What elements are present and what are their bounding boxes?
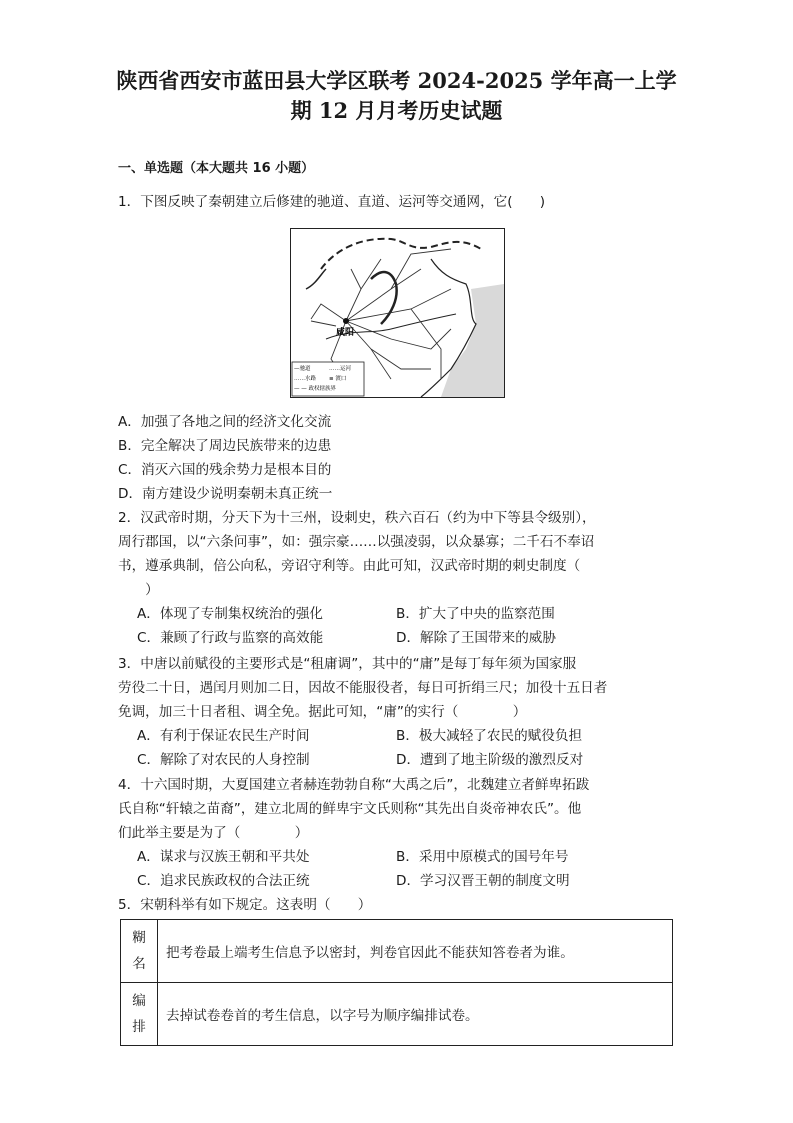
q1-stem: 1．下图反映了秦朝建立后修建的驰道、直道、运河等交通网，它( ) — [118, 194, 546, 210]
row-1-content: 把考卷最上端考生信息予以密封，判卷官因此不能获知答卷者为谁。 — [158, 920, 673, 983]
q2-line-1: 2．汉武帝时期，分天下为十三州，设刺史，秩六百石（约为中下等县令级别）， — [118, 510, 596, 526]
q3-option-b: B．极大减轻了农民的赋役负担 — [396, 728, 583, 744]
legend-item-5: — — 政权辖族界 — [294, 386, 336, 392]
q3-line-2: 劳役二十日，遇闰月则加二日，因故不能服役者，每日可折绢三尺；加役十五日者 — [118, 680, 608, 696]
q1-option-a: A．加强了各地之间的经济文化交流 — [118, 414, 332, 430]
q5-stem: 5．宋朝科举有如下规定。这表明（ ） — [118, 897, 372, 913]
row-1-head: 糊名 — [132, 930, 146, 972]
q4-line-3: 们此举主要是为了（ ） — [118, 825, 309, 841]
q4-option-d: D．学习汉晋王朝的制度文明 — [396, 873, 570, 889]
table-head-cell — [121, 920, 158, 983]
q5-rules-table — [120, 919, 673, 1046]
row-2-content: 去掉试卷卷首的考生信息，以字号为顺序编排试卷。 — [158, 983, 673, 1046]
q4-option-b: B．采用中原模式的国号年号 — [396, 849, 569, 865]
q1-option-b: B．完全解决了周边民族带来的边患 — [118, 438, 332, 454]
q1-option-c: C．消灭六国的残余势力是根本目的 — [118, 462, 332, 478]
title-line-1: 陕西省西安市蓝田县大学区联考 2024-2025 学年高一上学 — [116, 68, 677, 93]
q4-option-c: C．追求民族政权的合法正统 — [137, 873, 310, 889]
legend-item-2: ……运河 — [329, 366, 352, 372]
q3-option-a: A．有利于保证农民生产时间 — [137, 728, 310, 744]
legend-item-1: —驰道 — [294, 366, 311, 372]
table-row — [121, 920, 673, 983]
map-city-label: 咸阳 — [336, 328, 355, 338]
q2-option-a: A．体现了专制集权统治的强化 — [137, 606, 324, 622]
q2-line-3: 书，遵承典制，倍公向私，旁诏守利等。由此可知，汉武帝时期的刺史制度（ — [118, 558, 581, 574]
q4-option-a: A．谋求与汉族王朝和平共处 — [137, 849, 310, 865]
q3-option-d: D．遭到了地主阶级的激烈反对 — [396, 752, 584, 768]
row-2-head: 编排 — [132, 993, 146, 1035]
q2-option-c: C．兼顾了行政与监察的高效能 — [137, 630, 324, 646]
q3-line-3: 免调，加三十日者租、调全免。据此可知，“庸”的实行（ ） — [118, 704, 527, 720]
table-head-cell — [121, 983, 158, 1046]
title-line-2: 期 12 月月考历史试题 — [290, 98, 503, 123]
legend-item-4: ≡ 渡口 — [329, 376, 347, 382]
q1-option-d: D．南方建设少说明秦朝未真正统一 — [118, 486, 333, 502]
q2-option-d: D．解除了王国带来的威胁 — [396, 630, 556, 646]
q2-option-b: B．扩大了中央的监察范围 — [396, 606, 555, 622]
legend-item-3: ……水路 — [294, 376, 317, 382]
q3-line-1: 3．中唐以前赋役的主要形式是“租庸调”，其中的“庸”是每丁每年须为国家服 — [118, 656, 577, 672]
q4-line-1: 4．十六国时期，大夏国建立者赫连勃勃自称“大禹之后”，北魏建立者鲜卑拓跋 — [118, 777, 590, 793]
table-row — [121, 983, 673, 1046]
q2-line-4: ） — [118, 582, 159, 598]
q4-line-2: 氏自称“轩辕之苗裔”，建立北周的鲜卑宇文氏则称“其先出自炎帝神农氏”。他 — [118, 801, 582, 817]
section-heading: 一、单选题（本大题共 16 小题） — [118, 161, 315, 176]
map-drawing — [291, 229, 504, 397]
q2-line-2: 周行郡国，以“六条问事”，如：强宗豪……以强凌弱，以众暴寡；二千石不奉诏 — [118, 534, 595, 550]
qin-transport-map — [290, 228, 505, 398]
page-title — [110, 66, 683, 126]
q3-option-c: C．解除了对农民的人身控制 — [137, 752, 310, 768]
